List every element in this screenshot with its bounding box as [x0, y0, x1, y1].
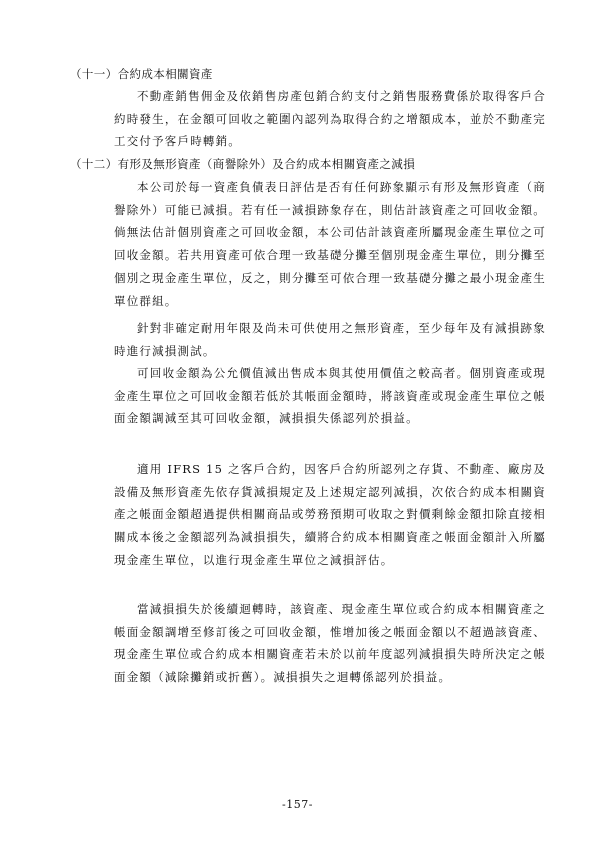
paragraph-recoverable-amount: 可回收金額為公允價值減出售成本與其使用價值之較高者。個別資產或現金產生單位之可回收金額若低於其帳面金額時，將該資產或現金產生單位之帳面金額調減至其可回收金額，減損損失係認列於損益。	[114, 366, 546, 426]
paragraph-impairment-assessment: 本公司於每一資產負債表日評估是否有任何跡象顯示有形及無形資產（商譽除外）可能已減損。若有任一減損跡象存在，則估計該資產之可回收金額。倘無法估計個別資產之可回收金額，本公司估計該資產所屬現金產生單位之可回收金額。若共用資產可依合理一致基礎分攤至個別現金產生單位，則分攤至個別之現金產生單位，反之，則分攤至可依合理一致基礎分攤之最小現金產生單位群組。	[114, 180, 546, 308]
section-heading-12: （十二）有形及無形資產（商譽除外）及合約成本相關資產之減損	[70, 157, 416, 171]
paragraph-intangible-testing: 針對非確定耐用年限及尚未可供使用之無形資產，至少每年及有減損跡象時進行減損測試。	[114, 321, 546, 358]
paragraph-contract-cost-assets: 不動產銷售佣金及依銷售房產包銷合約支付之銷售服務費係於取得客戶合約時發生，在金額可回收之範圍內認列為取得合約之增額成本，並於不動產完工交付予客戶時轉銷。	[114, 89, 546, 149]
paragraph-reversal: 當減損損失於後續迴轉時，該資產、現金產生單位或合約成本相關資產之帳面金額調增至修訂後之可回收金額，惟增加後之帳面金額以不超過該資產、現金產生單位或合約成本相關資產若未於以前年度認列減損損失時所決定之帳面金額（減除攤銷或折舊）。減損損失之迴轉係認列於損益。	[114, 602, 546, 685]
paragraph-ifrs15-contracts: 適用 IFRS 15 之客戶合約，因客戶合約所認列之存貨、不動產、廠房及設備及無形資產先依存貨減損規定及上述規定認列減損，次依合約成本相關資產之帳面金額超過提供相關商品或勞務預期可收取之對價剩餘金額扣除直接相關成本後之金額認列為減損損失，續將合約成本相關資產之帳面金額計入所屬現金產生單位，以進行現金產生單位之減損評估。	[114, 462, 546, 567]
page-number: -157-	[282, 798, 313, 811]
section-heading-11: （十一）合約成本相關資產	[70, 67, 213, 81]
